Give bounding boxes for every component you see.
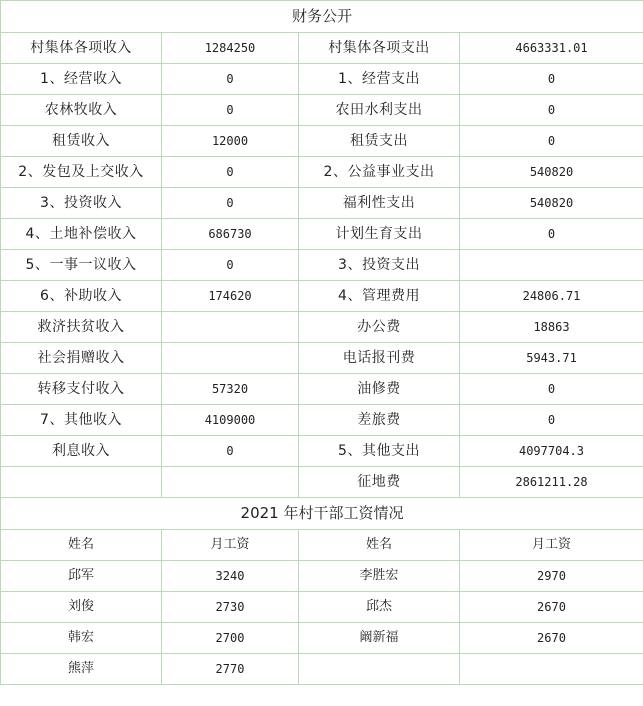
expense-value: 0 bbox=[460, 95, 643, 126]
salary-row bbox=[1, 623, 643, 654]
finance-title-row bbox=[1, 1, 643, 33]
salary-header-name: 姓名 bbox=[1, 530, 162, 561]
income-value: 0 bbox=[162, 95, 299, 126]
finance-row bbox=[1, 343, 643, 374]
income-label: 转移支付收入 bbox=[1, 374, 162, 405]
salary-title: 2021 年村干部工资情况 bbox=[1, 498, 643, 530]
income-value: 57320 bbox=[162, 374, 299, 405]
expense-value: 24806.71 bbox=[460, 281, 643, 312]
income-value: 0 bbox=[162, 188, 299, 219]
cadre-wage: 2770 bbox=[162, 654, 299, 685]
cadre-name: 刘俊 bbox=[1, 592, 162, 623]
income-value bbox=[162, 343, 299, 374]
finance-row bbox=[1, 374, 643, 405]
expense-label: 电话报刊费 bbox=[299, 343, 460, 374]
income-label: 4、土地补偿收入 bbox=[1, 219, 162, 250]
cadre-name: 阚新福 bbox=[299, 623, 460, 654]
expense-label: 征地费 bbox=[299, 467, 460, 498]
cadre-name: 邱杰 bbox=[299, 592, 460, 623]
finance-row bbox=[1, 64, 643, 95]
income-value: 174620 bbox=[162, 281, 299, 312]
income-label: 1、经营收入 bbox=[1, 64, 162, 95]
expense-label: 2、公益事业支出 bbox=[299, 157, 460, 188]
expense-label: 办公费 bbox=[299, 312, 460, 343]
income-label bbox=[1, 467, 162, 498]
salary-row bbox=[1, 592, 643, 623]
expense-value: 5943.71 bbox=[460, 343, 643, 374]
cadre-wage: 2970 bbox=[460, 561, 643, 592]
expense-value: 4663331.01 bbox=[460, 33, 643, 64]
income-label: 社会捐赠收入 bbox=[1, 343, 162, 374]
expense-label: 5、其他支出 bbox=[299, 436, 460, 467]
income-value: 0 bbox=[162, 64, 299, 95]
income-label: 租赁收入 bbox=[1, 126, 162, 157]
income-value: 12000 bbox=[162, 126, 299, 157]
salary-header-row bbox=[1, 530, 643, 561]
finance-row bbox=[1, 312, 643, 343]
expense-label: 差旅费 bbox=[299, 405, 460, 436]
income-label: 2、发包及上交收入 bbox=[1, 157, 162, 188]
finance-row bbox=[1, 436, 643, 467]
income-value bbox=[162, 467, 299, 498]
expense-value: 0 bbox=[460, 126, 643, 157]
income-label: 农林牧收入 bbox=[1, 95, 162, 126]
expense-label: 农田水利支出 bbox=[299, 95, 460, 126]
income-label: 3、投资收入 bbox=[1, 188, 162, 219]
income-value bbox=[162, 312, 299, 343]
income-value: 4109000 bbox=[162, 405, 299, 436]
expense-label: 1、经营支出 bbox=[299, 64, 460, 95]
cadre-wage bbox=[460, 654, 643, 685]
salary-title-row bbox=[1, 498, 643, 530]
finance-row bbox=[1, 281, 643, 312]
expense-value: 0 bbox=[460, 64, 643, 95]
finance-title: 财务公开 bbox=[1, 1, 643, 33]
income-value: 0 bbox=[162, 157, 299, 188]
finance-row bbox=[1, 467, 643, 498]
finance-row bbox=[1, 250, 643, 281]
finance-row bbox=[1, 126, 643, 157]
salary-row bbox=[1, 561, 643, 592]
cadre-name: 邱军 bbox=[1, 561, 162, 592]
income-value: 0 bbox=[162, 250, 299, 281]
income-label: 7、其他收入 bbox=[1, 405, 162, 436]
cadre-name bbox=[299, 654, 460, 685]
expense-value: 540820 bbox=[460, 157, 643, 188]
cadre-wage: 2670 bbox=[460, 623, 643, 654]
cadre-name: 熊萍 bbox=[1, 654, 162, 685]
cadre-name: 韩宏 bbox=[1, 623, 162, 654]
expense-label: 4、管理费用 bbox=[299, 281, 460, 312]
salary-header-name: 姓名 bbox=[299, 530, 460, 561]
income-value: 686730 bbox=[162, 219, 299, 250]
finance-row bbox=[1, 157, 643, 188]
expense-value: 0 bbox=[460, 374, 643, 405]
expense-label: 油修费 bbox=[299, 374, 460, 405]
expense-value: 18863 bbox=[460, 312, 643, 343]
expense-label: 计划生育支出 bbox=[299, 219, 460, 250]
expense-value: 0 bbox=[460, 219, 643, 250]
income-label: 救济扶贫收入 bbox=[1, 312, 162, 343]
expense-value: 540820 bbox=[460, 188, 643, 219]
cadre-wage: 2730 bbox=[162, 592, 299, 623]
finance-row bbox=[1, 33, 643, 64]
finance-row bbox=[1, 219, 643, 250]
expense-value: 2861211.28 bbox=[460, 467, 643, 498]
income-value: 0 bbox=[162, 436, 299, 467]
income-label: 村集体各项收入 bbox=[1, 33, 162, 64]
salary-header-wage: 月工资 bbox=[162, 530, 299, 561]
expense-value: 0 bbox=[460, 405, 643, 436]
finance-row bbox=[1, 405, 643, 436]
income-label: 6、补助收入 bbox=[1, 281, 162, 312]
income-value: 1284250 bbox=[162, 33, 299, 64]
expense-label: 3、投资支出 bbox=[299, 250, 460, 281]
expense-label: 村集体各项支出 bbox=[299, 33, 460, 64]
cadre-wage: 2670 bbox=[460, 592, 643, 623]
income-label: 利息收入 bbox=[1, 436, 162, 467]
expense-label: 租赁支出 bbox=[299, 126, 460, 157]
cadre-wage: 3240 bbox=[162, 561, 299, 592]
cadre-name: 李胜宏 bbox=[299, 561, 460, 592]
salary-row bbox=[1, 654, 643, 685]
income-label: 5、一事一议收入 bbox=[1, 250, 162, 281]
cadre-wage: 2700 bbox=[162, 623, 299, 654]
finance-row bbox=[1, 95, 643, 126]
salary-header-wage: 月工资 bbox=[460, 530, 643, 561]
expense-value bbox=[460, 250, 643, 281]
expense-value: 4097704.3 bbox=[460, 436, 643, 467]
expense-label: 福利性支出 bbox=[299, 188, 460, 219]
finance-row bbox=[1, 188, 643, 219]
